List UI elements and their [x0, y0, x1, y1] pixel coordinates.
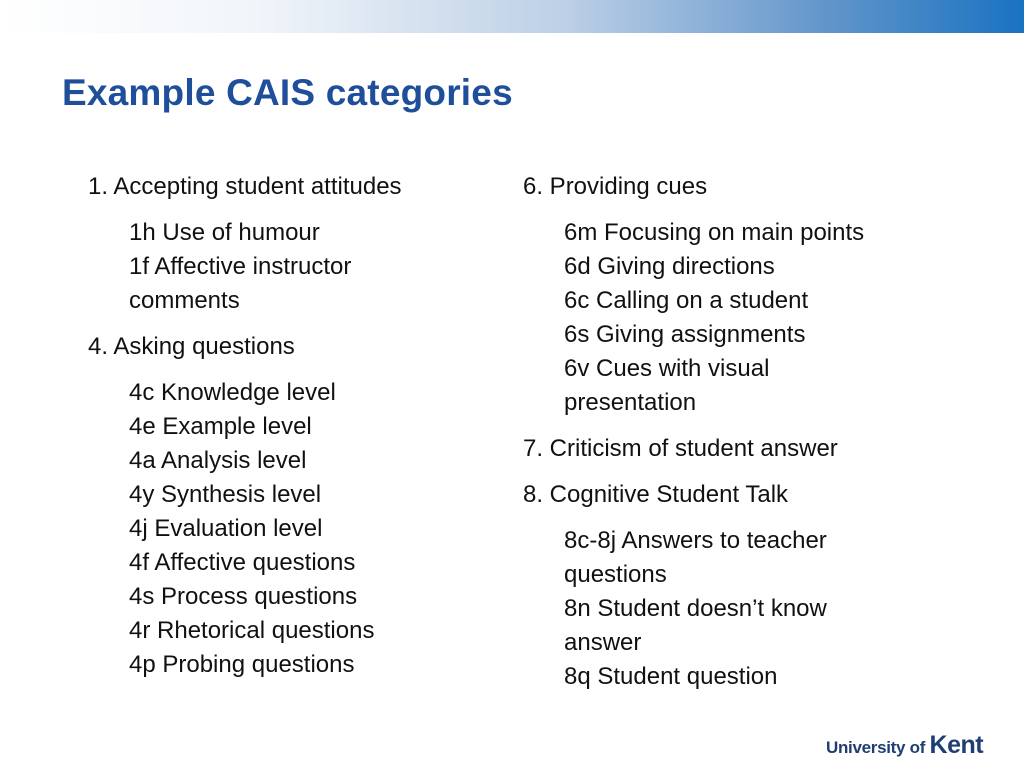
subcategory-list	[523, 216, 993, 420]
category-heading: 8. Cognitive Student Talk	[523, 481, 789, 508]
category-heading: 1. Accepting student attitudes	[88, 173, 402, 200]
subcategory-item: 1h Use of humour	[129, 219, 320, 246]
left-column	[88, 170, 488, 694]
subcategory-item: 6m Focusing on main points	[564, 219, 865, 246]
subcategory-item: 4s Process questions	[129, 583, 358, 610]
subcategory-item: 1f Affective instructor comments	[129, 253, 352, 314]
subcategory-item: 6d Giving directions	[564, 253, 775, 280]
category-section-1	[88, 170, 488, 318]
category-heading: 6. Providing cues	[523, 173, 708, 200]
subcategory-item: 6s Giving assignments	[564, 321, 806, 348]
category-section-4	[88, 330, 488, 682]
subcategory-item: 6v Cues with visual presentation	[564, 355, 770, 416]
slide-title: Example CAIS categories	[62, 72, 513, 113]
subcategory-item: 4e Example level	[129, 413, 312, 440]
category-heading: 7. Criticism of student answer	[523, 435, 838, 462]
subcategory-item: 4r Rhetorical questions	[129, 617, 375, 644]
subcategory-item: 4f Affective questions	[129, 549, 356, 576]
university-of-kent-logo	[826, 731, 983, 760]
logo-prefix: University of	[826, 738, 926, 757]
category-section-7	[523, 432, 993, 466]
category-heading: 4. Asking questions	[88, 333, 295, 360]
header-gradient-bar	[0, 0, 1024, 33]
subcategory-item: 8c-8j Answers to teacher questions	[564, 527, 827, 588]
subcategory-item: 4c Knowledge level	[129, 379, 336, 406]
subcategory-item: 8q Student question	[564, 663, 778, 690]
subcategory-list	[523, 524, 993, 694]
subcategory-item: 4a Analysis level	[129, 447, 307, 474]
category-section-6	[523, 170, 993, 420]
subcategory-item: 6c Calling on a student	[564, 287, 809, 314]
subcategory-list	[88, 216, 488, 318]
subcategory-item: 8n Student doesn’t know answer	[564, 595, 827, 656]
right-column	[523, 170, 993, 706]
subcategory-item: 4p Probing questions	[129, 651, 355, 678]
subcategory-item: 4y Synthesis level	[129, 481, 322, 508]
logo-name: Kent	[929, 731, 984, 759]
subcategory-item: 4j Evaluation level	[129, 515, 323, 542]
subcategory-list	[88, 376, 488, 682]
category-section-8	[523, 478, 993, 694]
